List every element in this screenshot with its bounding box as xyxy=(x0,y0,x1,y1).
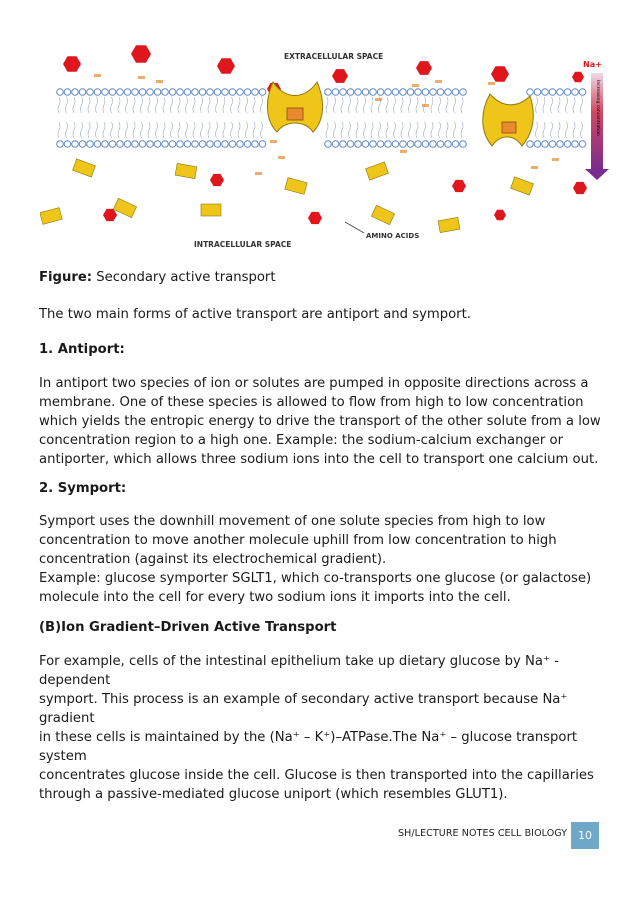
lipid-tail xyxy=(461,122,463,138)
lipid-tail xyxy=(238,122,240,138)
lipid-head xyxy=(222,89,229,96)
sodium-ion xyxy=(572,72,584,82)
lipid-head xyxy=(109,141,116,148)
small-solute xyxy=(278,156,285,159)
lipid-tail xyxy=(88,122,90,138)
lipid-tail xyxy=(558,122,560,138)
small-solute xyxy=(422,104,429,107)
amino-acid xyxy=(438,217,460,232)
lipid-head xyxy=(564,89,571,96)
lipid-head xyxy=(527,89,534,96)
lipid-head xyxy=(549,141,556,148)
small-solute xyxy=(488,82,495,85)
lipid-head xyxy=(452,141,459,148)
lipid-tail xyxy=(201,97,203,113)
lipid-tail xyxy=(111,122,113,138)
symport-line: Example: glucose symporter SGLT1, which co-transports one glucose (or galactose) xyxy=(39,571,592,586)
lipid-head xyxy=(437,89,444,96)
lipid-head xyxy=(109,89,116,96)
amino-acid xyxy=(371,205,394,224)
lipid-head xyxy=(64,89,71,96)
lipid-tail xyxy=(334,97,336,113)
section-b-line: in these cells is maintained by the (Na⁺ – K⁺)–ATPase.The Na⁺ – glucose transport system xyxy=(39,730,578,764)
lipid-tail xyxy=(558,97,560,113)
lipid-head xyxy=(549,89,556,96)
small-solute xyxy=(412,84,419,87)
lipid-head xyxy=(252,141,259,148)
lipid-tail xyxy=(371,97,373,113)
lipid-tail xyxy=(178,122,180,138)
small-solute xyxy=(156,80,163,83)
lipid-tail xyxy=(416,122,418,138)
lipid-head xyxy=(340,89,347,96)
lipid-tail xyxy=(66,97,68,113)
lipid-tail xyxy=(186,122,188,138)
lipid-tail xyxy=(186,97,188,113)
lipid-tail xyxy=(66,122,68,138)
lipid-tail xyxy=(364,122,366,138)
lipid-head xyxy=(244,141,251,148)
lipid-head xyxy=(445,89,452,96)
lipid-head xyxy=(407,141,414,148)
lipid-head xyxy=(147,89,154,96)
lipid-tail xyxy=(364,97,366,113)
lipid-tail xyxy=(216,97,218,113)
antiport-line: which yields the entropic energy to drive the transport of the other solute from a low xyxy=(39,414,601,429)
lipid-head xyxy=(422,141,429,148)
lipid-head xyxy=(564,141,571,148)
lipid-head xyxy=(347,89,354,96)
lipid-head xyxy=(124,89,131,96)
lipid-head xyxy=(377,141,384,148)
lipid-tail xyxy=(409,122,411,138)
antiport-line: concentration region to a high one. Example: the sodium-calcium exchanger or xyxy=(39,433,564,448)
antiport-line: In antiport two species of ion or solutes are pumped in opposite directions across a xyxy=(39,376,589,391)
sodium-ion xyxy=(210,174,224,186)
lipid-head xyxy=(72,141,79,148)
lipid-head xyxy=(102,89,109,96)
lipid-tail xyxy=(446,122,448,138)
antiport-line: membrane. One of these species is allowed to flow from high to low concentration xyxy=(39,395,584,410)
lipid-head xyxy=(332,141,339,148)
sodium-ion xyxy=(494,210,506,220)
lipid-tail xyxy=(536,97,538,113)
lipid-head xyxy=(347,141,354,148)
lipid-tail xyxy=(118,122,120,138)
lipid-tail xyxy=(253,122,255,138)
lipid-tail xyxy=(171,122,173,138)
lipid-tail xyxy=(461,97,463,113)
lipid-head xyxy=(102,141,109,148)
lipid-tail xyxy=(81,122,83,138)
lipid-tail xyxy=(334,122,336,138)
lipid-head xyxy=(400,89,407,96)
lipid-tail xyxy=(439,122,441,138)
lipid-tail xyxy=(566,97,568,113)
lipid-head xyxy=(392,89,399,96)
small-solute xyxy=(400,150,407,153)
lipid-head xyxy=(452,89,459,96)
small-solute xyxy=(375,98,382,101)
lipid-head xyxy=(162,141,169,148)
secondary-transport-figure xyxy=(40,40,614,252)
lipid-tail xyxy=(133,97,135,113)
lipid-head xyxy=(415,141,422,148)
small-solute xyxy=(552,158,559,161)
lipid-head xyxy=(542,89,549,96)
transporter-protein-right xyxy=(483,94,534,146)
lipid-head xyxy=(117,89,124,96)
lipid-tail xyxy=(349,122,351,138)
lipid-head xyxy=(445,141,452,148)
lipid-tail xyxy=(246,122,248,138)
lipid-head xyxy=(117,141,124,148)
lipid-tail xyxy=(231,122,233,138)
lipid-tail xyxy=(543,97,545,113)
amino-acid xyxy=(201,204,221,216)
lipid-tail xyxy=(349,97,351,113)
lipid-head xyxy=(377,89,384,96)
lipid-tail xyxy=(543,122,545,138)
lipid-head xyxy=(132,141,139,148)
lipid-head xyxy=(430,89,437,96)
lipid-head xyxy=(237,89,244,96)
lipid-head xyxy=(94,141,101,148)
lipid-tail xyxy=(81,97,83,113)
lipid-head xyxy=(527,141,534,148)
lipid-tail xyxy=(208,97,210,113)
footer-text: SH/LECTURE NOTES CELL BIOLOGY xyxy=(398,828,568,839)
amino-acid xyxy=(366,162,389,180)
lipid-head xyxy=(177,89,184,96)
lipid-tail xyxy=(454,122,456,138)
lipid-tail xyxy=(573,97,575,113)
lipid-head xyxy=(422,89,429,96)
lipid-tail xyxy=(261,97,263,113)
caption-label: Figure: xyxy=(39,270,93,285)
lipid-tail xyxy=(216,122,218,138)
figure-caption xyxy=(39,268,609,287)
amino-acids-pointer xyxy=(345,222,364,233)
lipid-tail xyxy=(148,97,150,113)
lipid-head xyxy=(340,141,347,148)
concentration-gradient-arrow xyxy=(585,73,609,180)
lipid-head xyxy=(362,141,369,148)
antiport-heading: 1. Antiport: xyxy=(39,342,125,357)
lipid-head xyxy=(139,141,146,148)
sodium-ion xyxy=(103,209,117,221)
lipid-tail xyxy=(156,97,158,113)
small-solute xyxy=(435,80,442,83)
symport-line: concentration (against its electrochemical gradient). xyxy=(39,552,387,567)
lipid-head xyxy=(229,141,236,148)
lipid-head xyxy=(147,141,154,148)
lipid-head xyxy=(579,89,586,96)
lipid-tail xyxy=(163,97,165,113)
amino-acid xyxy=(73,159,96,177)
lipid-head xyxy=(332,89,339,96)
lipid-tail xyxy=(103,122,105,138)
symport-line: Symport uses the downhill movement of one solute species from high to low xyxy=(39,514,546,529)
lipid-tail xyxy=(409,97,411,113)
lipid-head xyxy=(579,141,586,148)
lipid-tail xyxy=(111,97,113,113)
lipid-tail xyxy=(118,97,120,113)
lipid-tail xyxy=(73,97,75,113)
lipid-head xyxy=(79,141,86,148)
lipid-head xyxy=(572,89,579,96)
lipid-head xyxy=(572,141,579,148)
section-b-line: symport. This process is an example of secondary active transport because Na⁺ gradient xyxy=(39,692,568,726)
lipid-head xyxy=(94,89,101,96)
lipid-tail xyxy=(356,97,358,113)
symport-paragraph xyxy=(39,512,609,607)
lipid-tail xyxy=(148,122,150,138)
lipid-tail xyxy=(103,97,105,113)
lipid-head xyxy=(64,141,71,148)
lipid-head xyxy=(169,141,176,148)
lipid-head xyxy=(199,141,206,148)
lipid-head xyxy=(325,141,332,148)
lipid-head xyxy=(534,141,541,148)
lipid-tail xyxy=(371,122,373,138)
lipid-head xyxy=(557,141,564,148)
lipid-head xyxy=(252,89,259,96)
lipid-head xyxy=(385,89,392,96)
lipid-tail xyxy=(401,122,403,138)
lipid-head xyxy=(162,89,169,96)
lipid-tail xyxy=(163,122,165,138)
lipid-tail xyxy=(424,122,426,138)
lipid-head xyxy=(437,141,444,148)
small-solute xyxy=(270,140,277,143)
lipid-head xyxy=(184,89,191,96)
lipid-tail xyxy=(246,97,248,113)
sodium-ion xyxy=(332,69,348,83)
lipid-tail xyxy=(394,97,396,113)
lipid-tail xyxy=(193,122,195,138)
lipid-tail xyxy=(394,122,396,138)
lipid-head xyxy=(542,141,549,148)
lipid-head xyxy=(385,141,392,148)
lipid-tail xyxy=(551,97,553,113)
symport-heading: 2. Symport: xyxy=(39,481,127,496)
lipid-tail xyxy=(193,97,195,113)
amino-acid xyxy=(175,163,197,178)
lipid-head xyxy=(370,141,377,148)
section-b-line: concentrates glucose inside the cell. Glucose is then transported into the capillaries xyxy=(39,768,594,783)
sodium-ion xyxy=(573,182,587,194)
lipid-head xyxy=(199,89,206,96)
lipid-tail xyxy=(566,122,568,138)
lipid-tail xyxy=(581,122,583,138)
lipid-head xyxy=(557,89,564,96)
lipid-tail xyxy=(386,97,388,113)
lipid-head xyxy=(214,141,221,148)
lipid-head xyxy=(407,89,414,96)
lipid-head xyxy=(154,141,161,148)
lipid-head xyxy=(57,89,64,96)
lipid-head xyxy=(222,141,229,148)
lipid-tail xyxy=(223,122,225,138)
lipid-head xyxy=(79,89,86,96)
lipid-head xyxy=(192,141,199,148)
lipid-head xyxy=(259,141,266,148)
amino-acid xyxy=(113,198,136,217)
sodium-ion xyxy=(416,61,432,75)
lipid-tail xyxy=(96,122,98,138)
section-b-line: through a passive-mediated glucose uniport (which resembles GLUT1). xyxy=(39,787,508,802)
lipid-tail xyxy=(156,122,158,138)
amino-acids-label: AMINO ACIDS xyxy=(366,232,420,240)
sodium-ion xyxy=(217,58,235,74)
lipid-tail xyxy=(126,122,128,138)
gradient-label: Increasing concentration xyxy=(595,80,600,136)
lipid-head xyxy=(177,141,184,148)
lipid-head xyxy=(132,89,139,96)
small-solute xyxy=(138,76,145,79)
section-b-paragraph xyxy=(39,652,609,804)
intro-paragraph: The two main forms of active transport are antiport and symport. xyxy=(39,307,471,322)
lipid-head xyxy=(392,141,399,148)
lipid-head xyxy=(244,89,251,96)
lipid-tail xyxy=(416,97,418,113)
amino-acid xyxy=(285,178,307,195)
lipid-head xyxy=(192,89,199,96)
lipid-tail xyxy=(341,122,343,138)
small-solute xyxy=(255,172,262,175)
symport-line: molecule into the cell for every two sodium ions it imports into the cell. xyxy=(39,590,511,605)
lipid-tail xyxy=(446,97,448,113)
lipid-tail xyxy=(356,122,358,138)
lipid-head xyxy=(430,141,437,148)
antiport-line: antiporter, which allows three sodium ions into the cell to transport one calcium out. xyxy=(39,452,599,467)
small-solute xyxy=(94,74,101,77)
lipid-tail xyxy=(431,122,433,138)
lipid-tail xyxy=(208,122,210,138)
lipid-head xyxy=(460,89,467,96)
amino-acid xyxy=(40,208,62,225)
lipid-head xyxy=(169,89,176,96)
lipid-tail xyxy=(141,122,143,138)
lipid-tail xyxy=(326,122,328,138)
lipid-tail xyxy=(96,97,98,113)
lipid-tail xyxy=(88,97,90,113)
sodium-ion xyxy=(491,66,509,82)
page-number: 10 xyxy=(571,822,599,849)
sodium-ion xyxy=(131,45,151,62)
lipid-tail xyxy=(326,97,328,113)
lipid-tail xyxy=(73,122,75,138)
lipid-tail xyxy=(386,122,388,138)
lipid-head xyxy=(325,89,332,96)
lipid-head xyxy=(400,141,407,148)
lipid-tail xyxy=(238,97,240,113)
lipid-head xyxy=(184,141,191,148)
lipid-tail xyxy=(379,122,381,138)
lipid-tail xyxy=(231,97,233,113)
sodium-ion xyxy=(452,180,466,192)
symport-line: concentration to move another molecule uphill from low concentration to high xyxy=(39,533,557,548)
lipid-head xyxy=(87,141,94,148)
molecules xyxy=(40,45,587,232)
lipid-head xyxy=(415,89,422,96)
lipid-head xyxy=(139,89,146,96)
lipid-tail xyxy=(58,97,60,113)
lipid-head xyxy=(362,89,369,96)
lipid-tail xyxy=(58,122,60,138)
lipid-head xyxy=(87,89,94,96)
lipid-tail xyxy=(581,97,583,113)
na-label: Na+ xyxy=(583,60,602,69)
lipid-tail xyxy=(439,97,441,113)
small-solute xyxy=(531,166,538,169)
amino-acid xyxy=(511,177,534,195)
lipid-tail xyxy=(573,122,575,138)
lipid-tail xyxy=(133,122,135,138)
lipid-head xyxy=(259,89,266,96)
lipid-tail xyxy=(171,97,173,113)
lipid-tail xyxy=(141,97,143,113)
lipid-head xyxy=(237,141,244,148)
intracellular-label: INTRACELLULAR SPACE xyxy=(194,240,292,249)
lipid-tail xyxy=(401,97,403,113)
lipid-tail xyxy=(201,122,203,138)
lipid-tail xyxy=(261,122,263,138)
lipid-tail xyxy=(551,122,553,138)
sodium-ion xyxy=(63,56,81,72)
caption-text: Secondary active transport xyxy=(92,270,276,285)
extracellular-label: EXTRACELLULAR SPACE xyxy=(284,52,384,61)
lipid-head xyxy=(229,89,236,96)
lipid-head xyxy=(370,89,377,96)
sodium-ion xyxy=(308,212,322,224)
lipid-tail xyxy=(223,97,225,113)
lipid-tail xyxy=(341,97,343,113)
lipid-tail xyxy=(126,97,128,113)
lipid-tail xyxy=(253,97,255,113)
lipid-head xyxy=(124,141,131,148)
lipid-tail xyxy=(536,122,538,138)
lipid-tail xyxy=(431,97,433,113)
lipid-head xyxy=(460,141,467,148)
lipid-head xyxy=(207,89,214,96)
antiport-paragraph xyxy=(39,374,609,469)
section-b-line: For example, cells of the intestinal epithelium take up dietary glucose by Na⁺ -dependent xyxy=(39,654,559,688)
lipid-head xyxy=(355,141,362,148)
lipid-head xyxy=(534,89,541,96)
lipid-tail xyxy=(454,97,456,113)
section-b-heading: (B)Ion Gradient–Driven Active Transport xyxy=(39,620,337,635)
lipid-head xyxy=(207,141,214,148)
lipid-head xyxy=(214,89,221,96)
transporter-protein-left xyxy=(267,82,322,132)
lipid-head xyxy=(57,141,64,148)
lipid-tail xyxy=(178,97,180,113)
lipid-head xyxy=(72,89,79,96)
lipid-head xyxy=(355,89,362,96)
lipid-head xyxy=(154,89,161,96)
